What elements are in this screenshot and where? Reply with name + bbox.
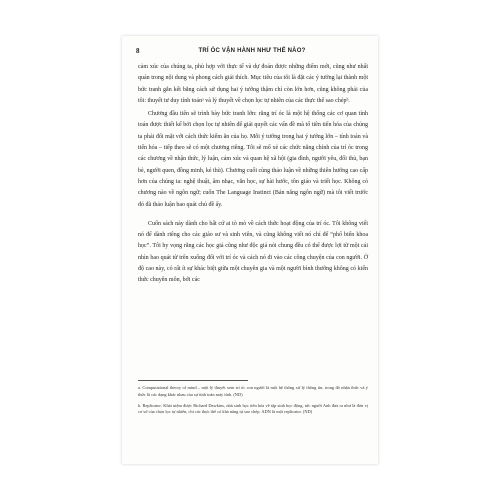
page-header [136,47,368,57]
book-page [122,36,378,464]
paragraph-1: cảm xúc của chúng ta, phù hợp với thực tế và dự đoán được những điểm mới, cũng như nhất quán trong nội dung và phong cách giải thích. Mục tiêu của tôi là đặt các ý tưởng lại thành một bức tranh gắn kết bằng cách sử dụng hai ý tưởng thậm chí còn lớn hơn, cũng không phải của tôi: thuyết tư duy tính toánᵃ và lý thuyết về chọn lọc tự nhiên của các thực thể sao chépᵇ. [138,64,368,104]
running-title: TRÍ ÓC VẬN HÀNH NHƯ THẾ NÀO? [198,48,306,54]
page-number: 8 [136,47,140,55]
paragraph-3: Cuốn sách này dành cho bất cứ ai tò mò về cách thức hoạt động của trí óc. Tôi không viết nó để dành riêng cho các giáo sư và sinh viên, và cũng không viết nó chỉ để “phổ biến khoa học”. Tôi hy vọng rằng các học giả cũng như độc giả nói chung đều có thể được lợi từ một cái nhìn bao quát từ trên xuống đối với trí óc và cách nó đi vào các công chuyện của con người. Ở độ cao này, có rất ít sự khác biệt giữa một chuyên gia và một người bình thường không có kiến thức chuyên môn, bởi các [138,220,368,284]
body-text [138,62,368,287]
footnotes [138,385,368,420]
footnote-b: b. Replicator: Khái niệm được Richard Dawkins, nhà sinh học tiến hóa về tập sinh học động, tức người Anh đưa ra như là đơn vị cơ sở của chọn lọc tự nhiên, chỉ các thực thể có khả năng tự sao chép. ADN là một replicator. (ND) [138,402,368,415]
paragraph-2: Chương đầu tiên sẽ trình bày bức tranh lớn: rằng trí óc là một hệ thống các cơ quan tính toán được thiết kế bởi chọn lọc tự nhiên để giải quyết các vấn đề mà tổ tiên tiến hóa của chúng ta phải đối mặt với cách thức kiếm ăn của họ. Mỗi ý tưởng trong hai ý tưởng lớn – tính toán và tiến hóa – tiếp theo sẽ có một chương riêng. Tôi sẽ mổ xẻ các chức năng chính của trí óc trong các chương về nhận thức, lý luận, cảm xúc và quan hệ xã hội (gia đình, người yêu, đối thủ, bạn bè, người quen, đồng minh, kẻ thù). Chương cuối cùng thảo luận về những thiên hướng cao cấp hơn của chúng ta: nghệ thuật, âm nhạc, văn học, sự hài hước, tôn giáo và triết học. Không có chương nào về ngôn ngữ; cuốn The Language Instinct (Bản năng ngôn ngữ) mà tôi viết trước đó đã thảo luận bao quát chủ đề ấy. [138,111,368,208]
footnote-a: a. Computational theory of mind – một lý thuyết xem trí óc con người là một hệ thống xử lý thông tin, trong đó nhận thức và ý thức là các dạng khác nhau của sự tính toán máy tính. (ND) [138,385,368,397]
footnote-divider [138,380,248,381]
